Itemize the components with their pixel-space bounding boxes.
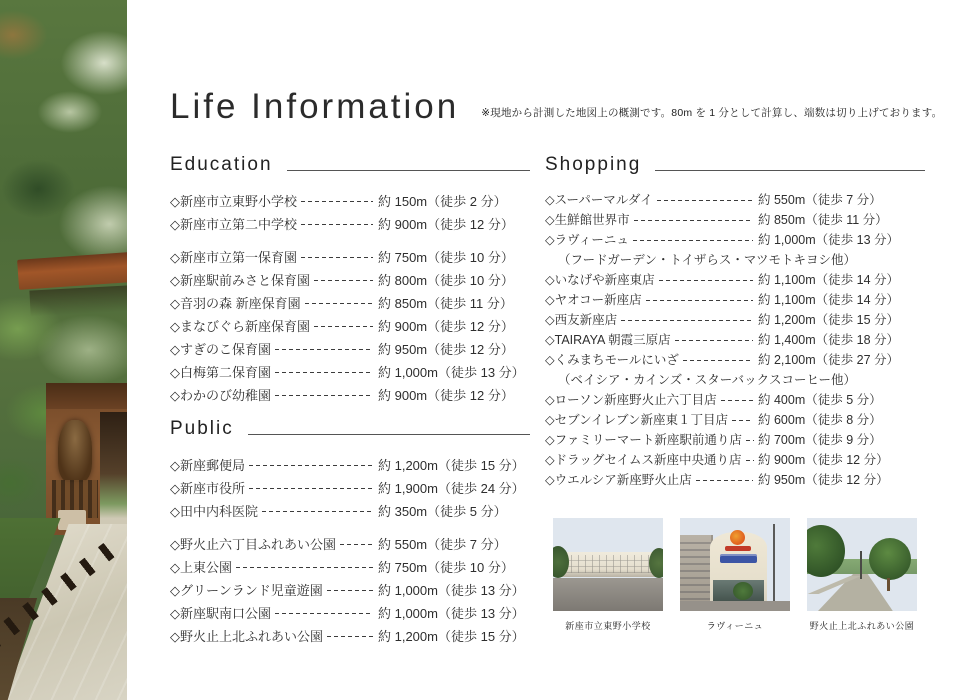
list-item	[170, 291, 530, 314]
photo-mall	[680, 518, 790, 632]
item-name-leader	[170, 557, 378, 576]
item-name-leader	[170, 455, 378, 474]
leader-line	[621, 313, 753, 326]
item-name: ◇白梅第二保育園	[170, 365, 271, 380]
list-item	[545, 469, 925, 489]
list-item	[170, 245, 530, 268]
item-name-leader	[545, 270, 758, 288]
item-distance: 約 1,100m（徒歩 14 分）	[758, 273, 900, 287]
item-name: ◇グリーンランド児童遊園	[170, 583, 323, 598]
item-name-leader	[170, 247, 378, 266]
mall-banner	[720, 554, 757, 563]
leader-line	[301, 250, 373, 263]
item-name: ◇すぎのこ保育園	[170, 342, 271, 357]
tree-trunk	[887, 578, 890, 591]
right-column	[545, 150, 925, 632]
gate-lintel	[46, 383, 127, 409]
list-item	[545, 189, 925, 209]
list-item	[170, 337, 530, 360]
item-name: ◇田中内科医院	[170, 504, 258, 519]
item-distance: 約 1,900m（徒歩 24 分）	[378, 481, 525, 496]
item-distance: 約 1,000m（徒歩 13 分）	[378, 365, 525, 380]
item-distance: 約 550m（徒歩 7 分）	[378, 537, 507, 552]
leader-line	[675, 333, 753, 346]
item-name-leader	[170, 626, 378, 645]
item-name: ◇新座駅前みさと保育園	[170, 273, 310, 288]
list-item	[170, 555, 530, 578]
item-distance: 約 1,400m（徒歩 18 分）	[758, 333, 900, 347]
list-item	[170, 314, 530, 337]
leader-line	[275, 342, 373, 355]
leader-line	[236, 560, 373, 573]
section-rule	[248, 434, 530, 435]
item-distance: 約 700m（徒歩 9 分）	[758, 433, 882, 447]
item-name: ◇わかのび幼稚園	[170, 388, 271, 403]
list-subnote	[545, 369, 925, 389]
item-distance: 約 1,100m（徒歩 14 分）	[758, 293, 900, 307]
item-distance: 約 900m（徒歩 12 分）	[378, 388, 514, 403]
list-subnote	[545, 249, 925, 269]
item-name-leader	[170, 603, 378, 622]
item-name: ◇TAIRAYA 朝霞三原店	[545, 333, 671, 347]
item-name-leader	[545, 450, 758, 468]
item-name: ◇スーパーマルダイ	[545, 193, 653, 207]
list-item	[545, 209, 925, 229]
item-name: ◇新座市役所	[170, 481, 245, 496]
leader-line	[634, 213, 753, 226]
apartment-windows	[680, 538, 713, 599]
shopping-list	[545, 189, 925, 489]
leader-line	[721, 393, 753, 406]
item-distance: 約 2,100m（徒歩 27 分）	[758, 353, 900, 367]
lamp-post	[860, 551, 862, 579]
tree	[649, 548, 663, 578]
item-name-leader	[545, 210, 758, 228]
item-name: ◇ウエルシア新座野火止店	[545, 473, 692, 487]
leader-line	[249, 458, 373, 471]
item-name-leader	[170, 580, 378, 599]
section-header-public	[170, 414, 530, 440]
item-name: ◇くみまちモールにいざ	[545, 353, 679, 367]
leader-line	[301, 194, 373, 207]
list-item	[545, 229, 925, 249]
school-photo	[553, 518, 663, 611]
list-item	[170, 476, 530, 499]
mall-photo	[680, 518, 790, 611]
item-group	[170, 245, 530, 406]
list-item	[545, 409, 925, 429]
list-item	[170, 624, 530, 647]
item-name-leader	[170, 293, 378, 312]
list-item	[545, 289, 925, 309]
item-distance: 約 750m（徒歩 10 分）	[378, 250, 514, 265]
section-title-public: Public	[170, 418, 234, 439]
mall-logo	[730, 530, 745, 545]
item-name: ◇ラヴィーニュ	[545, 233, 629, 247]
item-name: ◇新座市立第一保育園	[170, 250, 297, 265]
item-distance: 約 900m（徒歩 12 分）	[758, 453, 889, 467]
list-item	[545, 389, 925, 409]
item-name-leader	[170, 316, 378, 335]
list-item	[170, 268, 530, 291]
item-name-leader	[170, 501, 378, 520]
leader-line	[633, 233, 753, 246]
item-name: ◇いなげや新座東店	[545, 273, 655, 287]
section-header-education	[170, 150, 530, 176]
list-item	[545, 329, 925, 349]
section-public	[170, 414, 530, 647]
item-name-leader	[545, 350, 758, 368]
leader-line	[746, 433, 754, 446]
section-shopping	[545, 150, 925, 489]
item-distance: 約 1,000m（徒歩 13 分）	[758, 233, 900, 247]
leader-line	[314, 319, 373, 332]
item-name: ◇新座市立東野小学校	[170, 194, 297, 209]
public-list	[170, 453, 530, 647]
round-tree	[869, 538, 911, 580]
item-distance: 約 950m（徒歩 12 分）	[378, 342, 514, 357]
item-name: ◇音羽の森 新座保育園	[170, 296, 301, 311]
leader-line	[275, 606, 373, 619]
item-name-leader	[545, 310, 758, 328]
list-item	[545, 349, 925, 369]
list-item	[170, 189, 530, 212]
item-name-leader	[545, 230, 758, 248]
section-education	[170, 150, 530, 406]
item-name-leader	[545, 330, 758, 348]
measurement-note: ※現地から計測した地図上の概測です。80m を 1 分として計算し、端数は切り上げております。	[481, 106, 943, 119]
item-name: ◇生鮮館世界市	[545, 213, 630, 227]
item-name-leader	[170, 214, 378, 233]
list-item	[545, 309, 925, 329]
item-name-leader	[545, 410, 758, 428]
item-name-leader	[545, 470, 758, 488]
leader-line	[746, 453, 754, 466]
item-name-leader	[170, 339, 378, 358]
item-name-leader	[170, 191, 378, 210]
leader-line	[305, 296, 373, 309]
section-title-education: Education	[170, 154, 273, 175]
item-name: ◇セブンイレブン新座東１丁目店	[545, 413, 728, 427]
item-group	[170, 189, 530, 235]
section-rule	[655, 170, 925, 171]
list-item	[170, 383, 530, 406]
item-name-leader	[545, 290, 758, 308]
list-item	[170, 360, 530, 383]
item-distance: 約 1,000m（徒歩 13 分）	[378, 606, 525, 621]
item-name: ◇まなびぐら新座保育園	[170, 319, 310, 334]
photo-caption: 野火止上北ふれあい公園	[809, 621, 915, 631]
section-rule	[287, 170, 530, 171]
item-distance: 約 950m（徒歩 12 分）	[758, 473, 889, 487]
utility-pole	[773, 524, 775, 602]
item-distance: 約 850m（徒歩 11 分）	[378, 296, 513, 311]
item-name: ◇ヤオコー新座店	[545, 293, 642, 307]
item-distance: 約 900m（徒歩 12 分）	[378, 319, 514, 334]
leader-line	[683, 353, 753, 366]
leader-line	[327, 629, 373, 642]
list-item	[170, 499, 530, 522]
item-name-leader	[545, 390, 758, 408]
item-name: ◇野火止六丁目ふれあい公園	[170, 537, 336, 552]
education-list	[170, 189, 530, 406]
leader-line	[327, 583, 373, 596]
temple-photo	[0, 0, 127, 700]
item-name-leader	[170, 385, 378, 404]
leader-line	[262, 504, 373, 517]
item-distance: 約 150m（徒歩 2 分）	[378, 194, 507, 209]
item-name-leader	[170, 270, 378, 289]
leader-line	[659, 273, 753, 286]
item-group	[545, 189, 925, 489]
item-name: ◇ドラッグセイムス新座中央通り店	[545, 453, 742, 467]
item-name-leader	[170, 362, 378, 381]
park-photo	[807, 518, 917, 611]
leader-line	[646, 293, 753, 306]
item-distance: 約 1,000m（徒歩 13 分）	[378, 583, 525, 598]
item-name: ◇新座駅南口公園	[170, 606, 271, 621]
item-name: ◇西友新座店	[545, 313, 618, 327]
item-distance: 約 1,200m（徒歩 15 分）	[758, 313, 900, 327]
leader-line	[696, 473, 753, 486]
photo-caption: 新座市立東野小学校	[565, 621, 651, 631]
tree	[733, 582, 753, 600]
list-item	[545, 449, 925, 469]
photo-row	[545, 518, 925, 632]
school-windows	[557, 555, 658, 573]
item-distance: 約 750m（徒歩 10 分）	[378, 560, 514, 575]
section-title-shopping: Shopping	[545, 154, 642, 175]
leader-line	[301, 217, 373, 230]
item-note-text: （フードガーデン・トイザらス・マツモトキヨシ他）	[558, 253, 857, 267]
road	[680, 601, 790, 611]
section-header-shopping	[545, 150, 925, 176]
leader-line	[249, 481, 373, 494]
photo-caption: ラヴィーニュ	[706, 621, 764, 631]
item-distance: 約 900m（徒歩 12 分）	[378, 217, 514, 232]
gate-opening	[100, 412, 127, 524]
roof-shadow	[29, 285, 127, 316]
item-name-leader	[170, 534, 378, 553]
item-distance: 約 1,200m（徒歩 15 分）	[378, 629, 525, 644]
item-name-leader	[545, 190, 758, 208]
page-title: Life Information	[170, 87, 460, 126]
item-distance: 約 550m（徒歩 7 分）	[758, 193, 882, 207]
item-distance: 約 350m（徒歩 5 分）	[378, 504, 507, 519]
list-item	[170, 532, 530, 555]
park-path	[807, 574, 917, 611]
item-distance: 約 850m（徒歩 11 分）	[758, 213, 888, 227]
item-name: ◇ローソン新座野火止六丁目店	[545, 393, 717, 407]
item-name: ◇野火止上北ふれあい公園	[170, 629, 323, 644]
item-name-leader	[545, 430, 758, 448]
photo-park	[807, 518, 917, 632]
list-item	[545, 429, 925, 449]
item-group	[170, 532, 530, 647]
item-note-text: （ベイシア・カインズ・スターバックスコーヒー他）	[558, 373, 857, 387]
leader-line	[657, 193, 753, 206]
item-name: ◇新座市立第二中学校	[170, 217, 297, 232]
list-item	[170, 212, 530, 235]
item-group	[170, 453, 530, 522]
photo-school	[553, 518, 663, 632]
left-column	[170, 150, 530, 647]
leader-line	[275, 365, 373, 378]
item-name: ◇ファミリーマート新座駅前通り店	[545, 433, 742, 447]
leader-line	[340, 537, 373, 550]
guardian-statue	[58, 420, 92, 482]
page-header	[170, 87, 943, 127]
item-name: ◇上東公園	[170, 560, 232, 575]
item-distance: 約 600m（徒歩 8 分）	[758, 413, 882, 427]
leader-line	[732, 413, 753, 426]
leader-line	[275, 388, 373, 401]
list-item	[170, 453, 530, 476]
list-item	[170, 578, 530, 601]
list-item	[545, 269, 925, 289]
school-ground	[553, 578, 663, 611]
leader-line	[314, 273, 373, 286]
item-distance: 約 800m（徒歩 10 分）	[378, 273, 514, 288]
mall-logo-text	[725, 546, 751, 551]
item-distance: 約 1,200m（徒歩 15 分）	[378, 458, 525, 473]
item-name: ◇新座郵便局	[170, 458, 245, 473]
item-distance: 約 400m（徒歩 5 分）	[758, 393, 882, 407]
item-name-leader	[170, 478, 378, 497]
list-item	[170, 601, 530, 624]
